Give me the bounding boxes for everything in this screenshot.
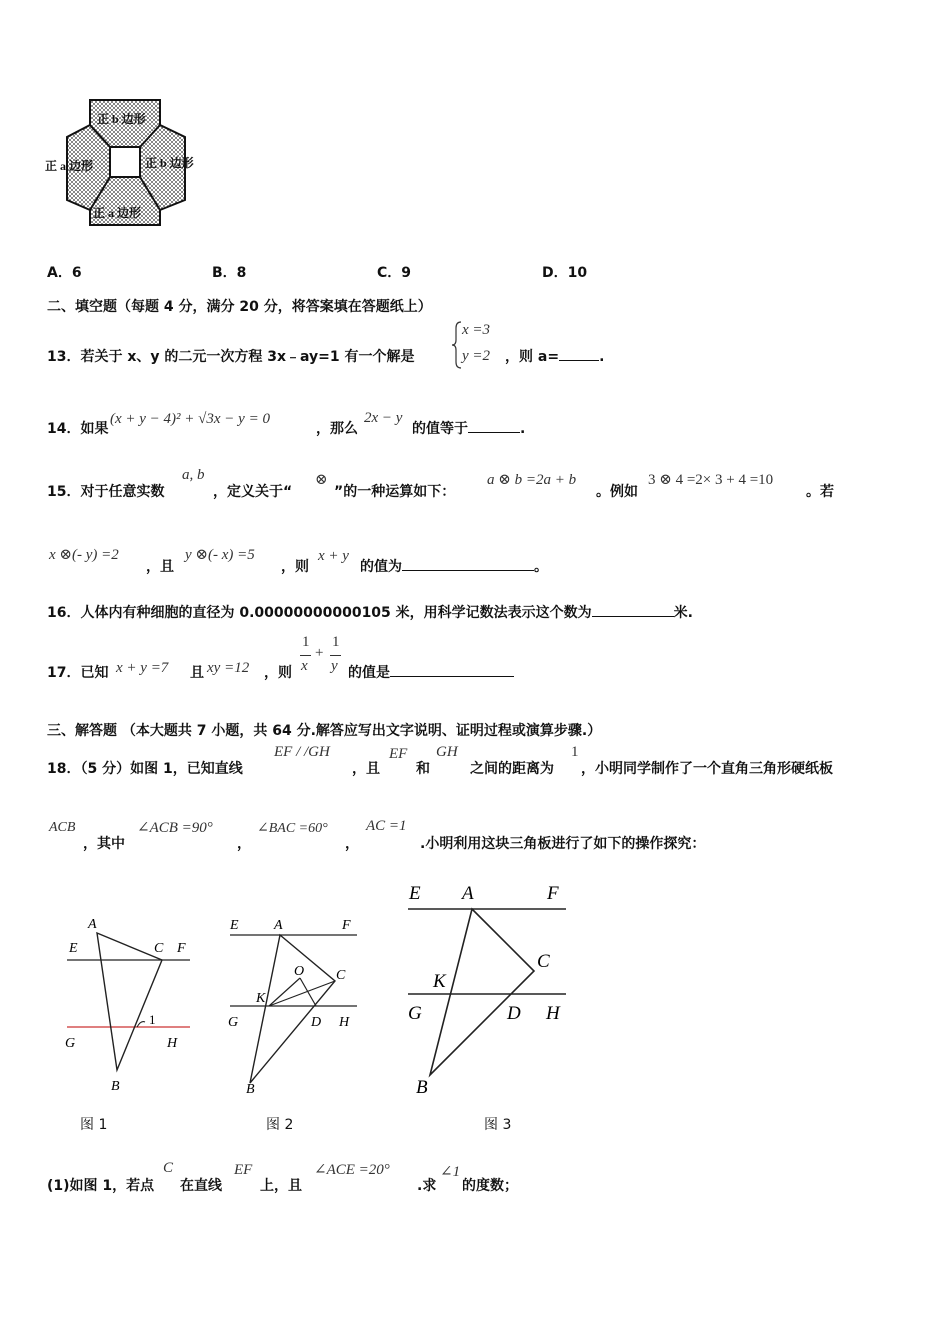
triangle-ACB	[430, 909, 534, 1075]
label-E: E	[230, 918, 239, 933]
label-A: A	[88, 917, 97, 932]
q18-1-e3: ∠ACE =20°	[314, 1162, 390, 1178]
q13-sys-x: x =3	[462, 322, 491, 338]
label-C: C	[537, 951, 550, 972]
q15-op: ⊗	[315, 472, 328, 488]
q14-expression: (x + y − 4)² + √3x − y = 0	[110, 411, 270, 427]
label-left: 正 a 边形	[45, 159, 94, 173]
q18-t2: ，且	[352, 761, 380, 777]
option-a: A．6	[47, 265, 82, 281]
q17-t2: 且	[190, 665, 204, 681]
frac2-num: 1	[332, 634, 340, 650]
q18-l2-t3: ，	[345, 836, 359, 852]
frac1-den: x	[301, 658, 308, 674]
label-H: H	[546, 1003, 560, 1024]
answer-blank[interactable]	[390, 662, 514, 677]
q18-l2-t1: ，其中	[83, 836, 125, 852]
q17-eq2: xy =12	[207, 660, 250, 676]
q18-e1: EF / /GH	[274, 744, 330, 760]
triangle-ACB	[250, 935, 335, 1083]
q14-tail: 的值等于 .	[412, 418, 525, 438]
label-A: A	[462, 883, 474, 904]
segment-KO	[269, 978, 300, 1006]
center-square	[110, 147, 140, 177]
q15-t3: ”的一种运算如下：	[334, 484, 456, 500]
option-b: B．8	[212, 265, 247, 281]
q18-l2-t4: .小明利用这块三角板进行了如下的操作探究：	[420, 836, 706, 852]
q17-fraction-sum	[298, 634, 346, 680]
label-K: K	[433, 971, 446, 992]
q18-l2-e4: AC =1	[366, 818, 407, 834]
q15-eq3: x + y	[318, 548, 349, 564]
q18-1-t4: .求	[417, 1178, 437, 1194]
label-G: G	[65, 1036, 76, 1051]
q18-1-e4: ∠1	[440, 1164, 461, 1180]
label-F: F	[177, 941, 186, 956]
q18-1-e1: C	[163, 1160, 174, 1176]
label-C: C	[336, 968, 346, 983]
label-D: D	[507, 1003, 521, 1024]
q18-l2-e2: ∠ACB =90°	[137, 820, 213, 836]
frac-plus: +	[315, 645, 324, 661]
label-E: E	[69, 941, 78, 956]
label-B: B	[111, 1079, 120, 1094]
question-17: 17．已知	[47, 665, 109, 681]
q18-t5: ，小明同学制作了一个直角三角形硬纸板	[581, 761, 833, 777]
answer-blank[interactable]	[559, 346, 599, 361]
q13-tail: ，则 a= .	[505, 346, 604, 366]
figure-2	[222, 905, 372, 1100]
q18-e3: GH	[436, 744, 458, 760]
label-right: 正 b 边形	[145, 156, 194, 170]
q18-1-t5: 的度数；	[462, 1178, 518, 1194]
q14-mid: ，那么	[316, 421, 358, 437]
question-18: 18．（5 分）如图 1，已知直线	[47, 761, 243, 777]
q18-l2-t2: ，	[237, 836, 251, 852]
question-14: 14．如果	[47, 421, 109, 437]
label-K: K	[256, 991, 266, 1006]
frac1-num: 1	[302, 634, 310, 650]
q15-l2-t3: 的值为 。	[360, 556, 548, 576]
label-A: A	[274, 918, 283, 933]
q15-t4: 。例如	[596, 484, 638, 500]
question-16: 16．人体内有种细胞的直径为 0.00000000000105 米，用科学记数法表示这个数为 米.	[47, 602, 693, 622]
figure-3-caption: 图 3	[484, 1117, 512, 1133]
q15-eq1: x ⊗(- y) =2	[49, 547, 119, 563]
question-15: 15．对于任意实数	[47, 484, 165, 500]
figure-2-caption: 图 2	[266, 1117, 294, 1133]
label-E: E	[409, 883, 421, 904]
label-B: B	[246, 1082, 255, 1097]
figure-3	[400, 875, 580, 1100]
q18-1-t3: 上，且	[260, 1178, 302, 1194]
triangle-ACB	[97, 933, 162, 1070]
answer-blank[interactable]	[468, 418, 520, 433]
segment-OD	[300, 978, 316, 1006]
q18-1-e2: EF	[234, 1162, 253, 1178]
q18-1-t2: 在直线	[180, 1178, 222, 1194]
label-C: C	[154, 941, 164, 956]
label-D: D	[311, 1015, 322, 1030]
label-O: O	[294, 964, 305, 979]
q15-example: 3 ⊗ 4 =2× 3 + 4 =10	[648, 472, 774, 488]
label-H: H	[167, 1036, 178, 1051]
q18-t3: 和	[416, 761, 430, 777]
q18-l2-e3: ∠BAC =60°	[257, 821, 328, 836]
label-1: 1	[149, 1012, 156, 1027]
q13-sys-y: y =2	[462, 348, 491, 364]
q15-l2-t2: ，则	[281, 559, 309, 575]
q17-t3: ，则	[264, 665, 292, 681]
q15-def: a ⊗ b =2a + b	[487, 472, 577, 488]
label-G: G	[228, 1015, 239, 1030]
q15-l2-t1: ，且	[146, 559, 174, 575]
q18-part1: (1)如图 1，若点	[47, 1178, 155, 1194]
label-top: 正 b 边形	[97, 112, 146, 126]
option-d: D．10	[542, 265, 588, 281]
q14-expression-2: 2x − y	[364, 410, 403, 426]
angle-1-arc	[137, 1022, 145, 1027]
frac2-den: y	[331, 658, 338, 674]
q18-t4: 之间的距离为	[470, 761, 554, 777]
q18-e4: 1	[571, 744, 579, 760]
q15-ab: a, b	[182, 467, 205, 483]
q13-equation-system	[452, 320, 504, 370]
polygon-tiling-figure	[45, 95, 215, 230]
label-G: G	[408, 1003, 422, 1024]
label-H: H	[339, 1015, 350, 1030]
q15-t2: ，定义关于“	[213, 484, 293, 500]
section3-heading: 三、解答题 （本大题共 7 小题，共 64 分.解答应写出文字说明、证明过程或演算步骤.）	[47, 723, 602, 739]
figure-1	[55, 910, 205, 1100]
label-F: F	[547, 883, 559, 904]
question-13: 13．若关于 x、y 的二元一次方程 3x﹣ay=1 有一个解是	[47, 349, 415, 365]
figure-1-caption: 图 1	[80, 1117, 108, 1133]
q15-t5: 。若	[806, 484, 834, 500]
label-B: B	[416, 1077, 428, 1098]
q18-e2: EF	[389, 746, 408, 762]
q17-t4: 的值是	[348, 662, 514, 682]
q17-eq1: x + y =7	[116, 660, 169, 676]
answer-blank[interactable]	[592, 602, 674, 617]
label-F: F	[342, 918, 351, 933]
q15-eq2: y ⊗(- x) =5	[185, 547, 255, 563]
answer-blank[interactable]	[402, 556, 534, 571]
label-bottom: 正 a 边形	[93, 206, 142, 220]
section2-heading: 二、填空题（每题 4 分，满分 20 分，将答案填在答题纸上）	[47, 299, 432, 315]
option-c: C．9	[377, 265, 412, 281]
q18-l2-e1: ACB	[49, 820, 76, 835]
